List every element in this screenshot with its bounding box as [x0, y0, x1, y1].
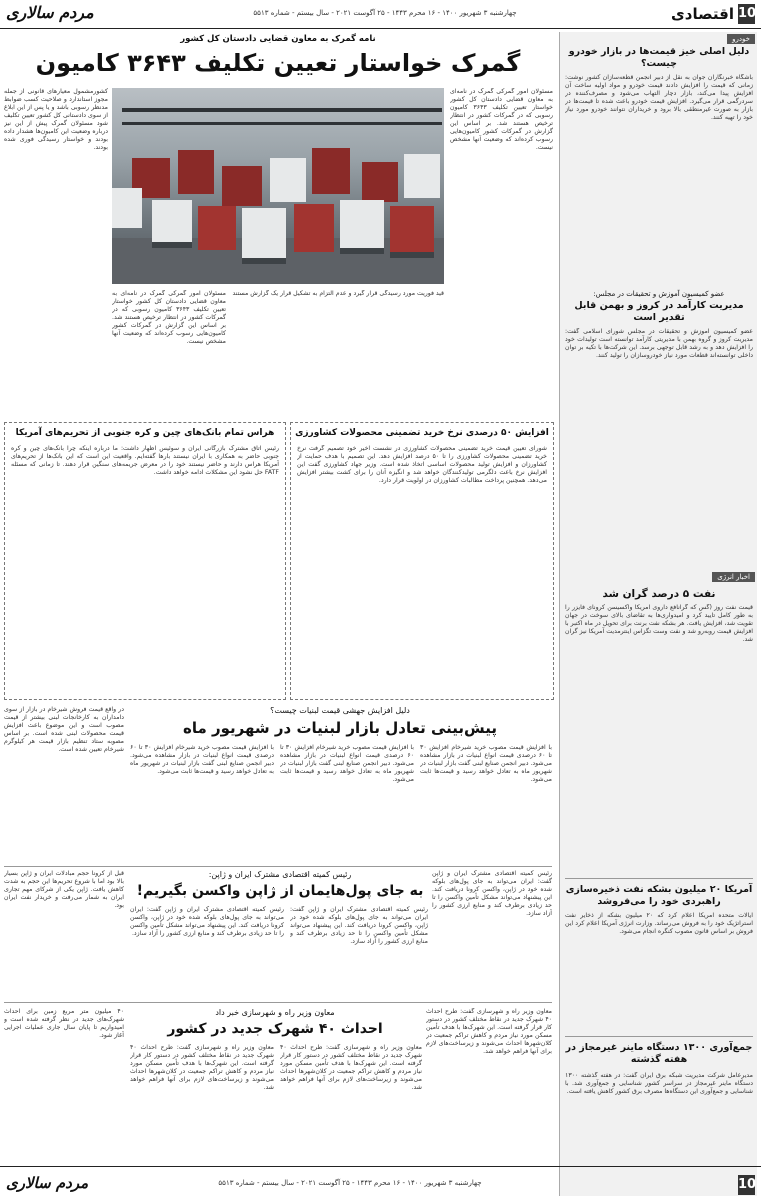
- japan-body-2: رئیس کمیته اقتصادی مشترک ایران و ژاپن گفت: ایران می‌تواند به جای پول‌های بلوکه شده خود در ژاپن، واکسن کرونا دریافت کند. این پیشنهاد می‌تواند مشکل تأمین واکسن را تا حد زیادی برطرف کند و منابع ارزی کشور را آزاد سازد.: [290, 906, 428, 945]
- sidebar-tag-energy: اخبار انرژی: [712, 572, 755, 582]
- story4-headline: آمریکا ۲۰ میلیون بشکه نفت ذخیره‌سازی راهبردی خود را می‌فروشد: [565, 884, 753, 907]
- dairy-body-1: با افزایش قیمت مصوب خرید شیرخام افزایش ۳۰ تا ۶۰ درصدی قیمت انواع لبنیات در بازار مشاهده می‌شود. دبیر انجمن صنایع لبنی گفت بازار لبنیات در شهریور ماه به تعادل خواهد رسید و قیمت‌ها ثابت می‌شود.: [420, 744, 552, 783]
- japan-body-3: رئیس کمیته اقتصادی مشترک ایران و ژاپن گفت: ایران می‌تواند به جای پول‌های بلوکه شده خود در ژاپن، واکسن کرونا دریافت کند. این پیشنهاد می‌تواند مشکل تأمین واکسن را تا حد زیادی برطرف کند و منابع ارزی کشور را آزاد سازد.: [130, 906, 284, 937]
- dairy-body-left: در واقع قیمت فروش شیرخام در بازار از سوی دامداران به کارخانجات لبنی بیشتر از قیمت مصوب است و این موضوع باعث افزایش قیمت محصولات لبنی شده است. بر اساس مصوبه ستاد تنظیم بازار قیمت هر کیلوگرم شیرخام تعیین شده است.: [4, 706, 124, 753]
- bottom-body-1: معاون وزیر راه و شهرسازی گفت: طرح احداث ۴۰ شهرک جدید در نقاط مختلف کشور در دستور کار قرار گرفته است. این شهرک‌ها با هدف تأمین مسکن مورد نیاز مردم و کاهش تراکم جمعیت در کلان‌شهرها احداث می‌شوند و زیرساخت‌های لازم برای آنها فراهم خواهد شد.: [426, 1008, 552, 1055]
- dairy-divider: [4, 866, 552, 867]
- story4-body: ایالات متحده آمریکا اعلام کرد که ۲۰ میلیون بشکه از ذخایر نفت استراتژیک خود را به فروش می‌رساند. وزارت انرژی آمریکا اعلام کرد این فروش بر اساس قانون مصوب کنگره انجام می‌شود.: [565, 912, 753, 935]
- bottom-body-left: ۴۰ میلیون متر مربع زمین برای احداث شهرک‌های جدید در نظر گرفته شده است و امیدواریم تا پایان سال جاری عملیات اجرایی آغاز شود.: [4, 1008, 124, 1039]
- bottom-body-2: معاون وزیر راه و شهرسازی گفت: طرح احداث ۴۰ شهرک جدید در نقاط مختلف کشور در دستور کار قرار گرفته است. این شهرک‌ها با هدف تأمین مسکن مورد نیاز مردم و کاهش تراکم جمعیت در کلان‌شهرها احداث می‌شوند و زیرساخت‌های لازم برای آنها فراهم خواهد شد.: [280, 1044, 422, 1091]
- box-agri: [290, 422, 554, 700]
- lead-headline: گمرک خواستار تعیین تکلیف ۳۶۴۳ کامیون: [35, 49, 521, 77]
- lead-body-left: کشورمشمول معیارهای قانونی از جمله مجوز استاندارد و صلاحیت کسب ضوابط مدنظر رسوبی باشد و یا پس از این ابلاغ از سوی دادستانی کل کشور تعیین تکلیف شود مسئولان گمرک پیش از این نیز درباره وضعیت این کامیون‌ها هشدار داده بودند و خواستار رسیدگی فوری شده بودند.: [4, 88, 108, 151]
- section-title: اقتصادی: [671, 5, 734, 23]
- footer-page-number: 10: [738, 1175, 755, 1195]
- dairy-headline: پیش‌بینی تعادل بازار لبنیات در شهریور ماه: [183, 719, 497, 737]
- sidebar-divider: [565, 878, 753, 879]
- date-line: چهارشنبه ۳ شهریور ۱۴۰۰ - ۱۶ محرم ۱۴۴۳ - ۲۵ آگوست ۲۰۲۱ - سال بیستم - شماره ۵۵۱۳: [253, 9, 517, 17]
- story3-body: قیمت نفت روز (گس که گرانافع داروی آمریکا واکسیسن کرونای فایزر را به طور کامل تایید کرد و امیدواری‌ها به تقاضای بالای سوخت در جهان تقویت شد، افزایش یافت. هر بشکه نفت برنت برای تحویل در ماه اکتبر با افزایش قیمت روبه‌رو شد و نفت وست تگزاس اینترمدیت آمریکا نیز گران شد.: [565, 604, 753, 643]
- box-agri-body: شورای تعیین قیمت خرید تضمینی محصولات کشاورزی در نشست اخیر خود تصمیم گرفت نرخ خرید تضمینی محصولات کشاورزی را تا ۵۰ درصد افزایش دهد. این تصمیم با هدف حمایت از کشاورزان و افزایش تولید محصولات اساسی اتخاذ شده است. وزیر جهاد کشاورزی گفت این افزایش نرخ باعث دلگرمی تولیدکنندگان خواهد شد و انگیزه آنان را برای کشت بیشتر افزایش می‌دهد. همچنین پرداخت مطالبات کشاورزان در اولویت قرار دارد.: [297, 445, 547, 484]
- lead-body-right: مسئولان امور گمرکی گمرک در نامه‌ای به معاون قضایی دادستان کل کشور خواستار تعیین تکلیف ۳۶۴۳ کامیون رسوبی که در گمرکات کشور در انتظار ترخیص هستند شد. بر اساس این گزارش در گمرکات کشور کامیون‌هایی رسوب کرده‌اند که وضعیت آنها مشخص نیست.: [450, 88, 553, 151]
- box-banks-body: رئیس اتاق مشترک بازرگانی ایران و سوئیس اظهار داشت: ما درباره اینکه چرا بانک‌های چین و کره جنوبی حاضر به همکاری با ایران نیستند بارها گفته‌ایم. واقعیت این است که این بانک‌ها از تحریم‌های آمریکا هراس دارند و حاضر نیستند خود را در معرض جریمه‌های سنگین قرار دهند. تا زمانی که مسئله FATF حل نشود این مشکلات ادامه خواهد داشت.: [11, 445, 279, 476]
- sidebar: [559, 32, 757, 1196]
- box-agri-headline: افزایش ۵۰ درصدی نرخ خرید تضمینی محصولات کشاورزی: [295, 428, 549, 438]
- japan-body-1: رئیس کمیته اقتصادی مشترک ایران و ژاپن گفت: ایران می‌تواند به جای پول‌های بلوکه شده خود در ژاپن، واکسن کرونا دریافت کند. این پیشنهاد می‌تواند مشکل تأمین واکسن را تا حد زیادی برطرف کند و منابع ارزی کشور را آزاد سازد.: [432, 870, 552, 917]
- story3-headline: نفت ۵ درصد گران شد: [602, 588, 716, 600]
- japan-headline: به جای پول‌هایمان از ژاپن واکسن بگیریم!: [136, 883, 424, 899]
- lead-photo: [112, 88, 444, 284]
- trucks-image: [112, 88, 444, 284]
- dairy-kicker: دلیل افزایش جهشی قیمت لبنیات چیست؟: [270, 706, 410, 715]
- story2-headline: مدیریت کارآمد در کروز و بهمن قابل تقدیر است: [574, 300, 744, 323]
- box-banks-headline: هراس تمام بانک‌های چین و کره جنوبی از تحریم‌های آمریکا: [15, 428, 275, 438]
- story1-headline: دلیل اصلی خیز قیمت‌ها در بازار خودرو چیست؟: [568, 46, 750, 69]
- bottom-headline: احداث ۴۰ شهرک جدید در کشور: [167, 1021, 383, 1037]
- story2-kicker: عضو کمیسیون آموزش و تحقیقات در مجلس:: [593, 290, 725, 298]
- photo-caption-body: قید فوریت مورد رسیدگی قرار گیرد و عدم التزام به تشکیل قرار یک گزارش مستند: [232, 290, 444, 297]
- footer-paper-name: مردم سالاری: [6, 1174, 89, 1192]
- dairy-body-2: با افزایش قیمت مصوب خرید شیرخام افزایش ۳۰ تا ۶۰ درصدی قیمت انواع لبنیات در بازار مشاهده می‌شود. دبیر انجمن صنایع لبنی گفت بازار لبنیات در شهریور ماه به تعادل خواهد رسید و قیمت‌ها ثابت می‌شود.: [280, 744, 414, 783]
- bottom-body-3: معاون وزیر راه و شهرسازی گفت: طرح احداث ۴۰ شهرک جدید در نقاط مختلف کشور در دستور کار قرار گرفته است. این شهرک‌ها با هدف تأمین مسکن مورد نیاز مردم و کاهش تراکم جمعیت در کلان‌شهرها احداث می‌شوند و زیرساخت‌های لازم برای آنها فراهم خواهد شد.: [130, 1044, 274, 1091]
- story5-body: مدیرعامل شرکت مدیریت شبکه برق ایران گفت: در هفته گذشته ۱۳۰۰ دستگاه ماینر غیرمجاز در سراسر کشور شناسایی و جمع‌آوری شد. با شناسایی و جمع‌آوری این دستگاه‌ها مصرف برق کشور کاهش یافته است.: [565, 1072, 753, 1095]
- masthead: [0, 0, 761, 29]
- paper-name: مردم سالاری: [6, 3, 94, 22]
- japan-body-left: قبل از کرونا حجم مبادلات ایران و ژاپن بسیار بالا بود اما با شروع تحریم‌ها این حجم به شدت کاهش یافت. ژاپن یکی از شرکای مهم تجاری ایران به شمار می‌رفت و خریدار نفت ایران بود.: [4, 870, 124, 909]
- story1-body: باشگاه خبرنگاران جوان به نقل از دبیر انجمن قطعه‌سازان کشور نوشت: زمانی که قیمت را افزایش دادند قیمت خودرو و مواد اولیه ساخت آن افزایش پیدا می‌کند، بازار دچار التهاب می‌شود و مصرف‌کننده در سردرگمی قرار می‌گیرد. افزایش قیمت خودرو باعث شده تا قیمت‌ها در بازار به صورت غیرمنطقی بالا برود و خریداران نتوانند خودرو مورد نیاز خود را تهیه کنند.: [565, 74, 753, 121]
- footer-bar: [0, 1166, 761, 1201]
- footer-date-line: چهارشنبه ۳ شهریور ۱۴۰۰ - ۱۶ محرم ۱۴۴۳ - ۲۵ آگوست ۲۰۲۱ - سال بیستم - شماره ۵۵۱۳: [218, 1179, 482, 1187]
- lead-kicker: نامه گمرک به معاون قضایی دادستان کل کشور: [180, 34, 376, 44]
- lead-body-center: مسئولان امور گمرکی گمرک در نامه‌ای به معاون قضایی دادستان کل کشور خواستار تعیین تکلیف ۳۶۴۳ کامیون رسوبی که در گمرکات کشور در انتظار ترخیص هستند شد. بر اساس این گزارش در گمرکات کشور کامیون‌هایی رسوب کرده‌اند که وضعیت آنها مشخص نیست.: [112, 290, 226, 345]
- dairy-body-3: با افزایش قیمت مصوب خرید شیرخام افزایش ۳۰ تا ۶۰ درصدی قیمت انواع لبنیات در بازار مشاهده می‌شود. دبیر انجمن صنایع لبنی گفت بازار لبنیات در شهریور ماه به تعادل خواهد رسید و قیمت‌ها ثابت می‌شود.: [130, 744, 274, 775]
- japan-divider: [4, 1002, 552, 1003]
- section-number-badge: 10: [738, 4, 755, 24]
- bottom-kicker: معاون وزیر راه و شهرسازی خبر داد: [215, 1008, 335, 1017]
- sidebar-tag-auto: خودرو: [727, 34, 755, 44]
- sidebar-divider-2: [565, 1036, 753, 1037]
- box-banks: [4, 422, 286, 700]
- story5-headline: جمع‌آوری ۱۳۰۰ دستگاه ماینر غیرمجاز در هفته گذشته: [565, 1042, 753, 1065]
- japan-kicker: رئیس کمیته اقتصادی مشترک ایران و ژاپن:: [208, 870, 352, 879]
- story2-body: عضو کمیسیون آموزش و تحقیقات در مجلس شورای اسلامی گفت: مدیریت کروز و گروه بهمن با مدیریتی کارآمد توانسته است تولیدات خود را افزایش دهد و به رشد قابل توجهی برسد. این شرکت‌ها با تکیه بر توان داخلی توانسته‌اند قطعات مورد نیاز خودروسازان را تولید کنند.: [565, 328, 753, 359]
